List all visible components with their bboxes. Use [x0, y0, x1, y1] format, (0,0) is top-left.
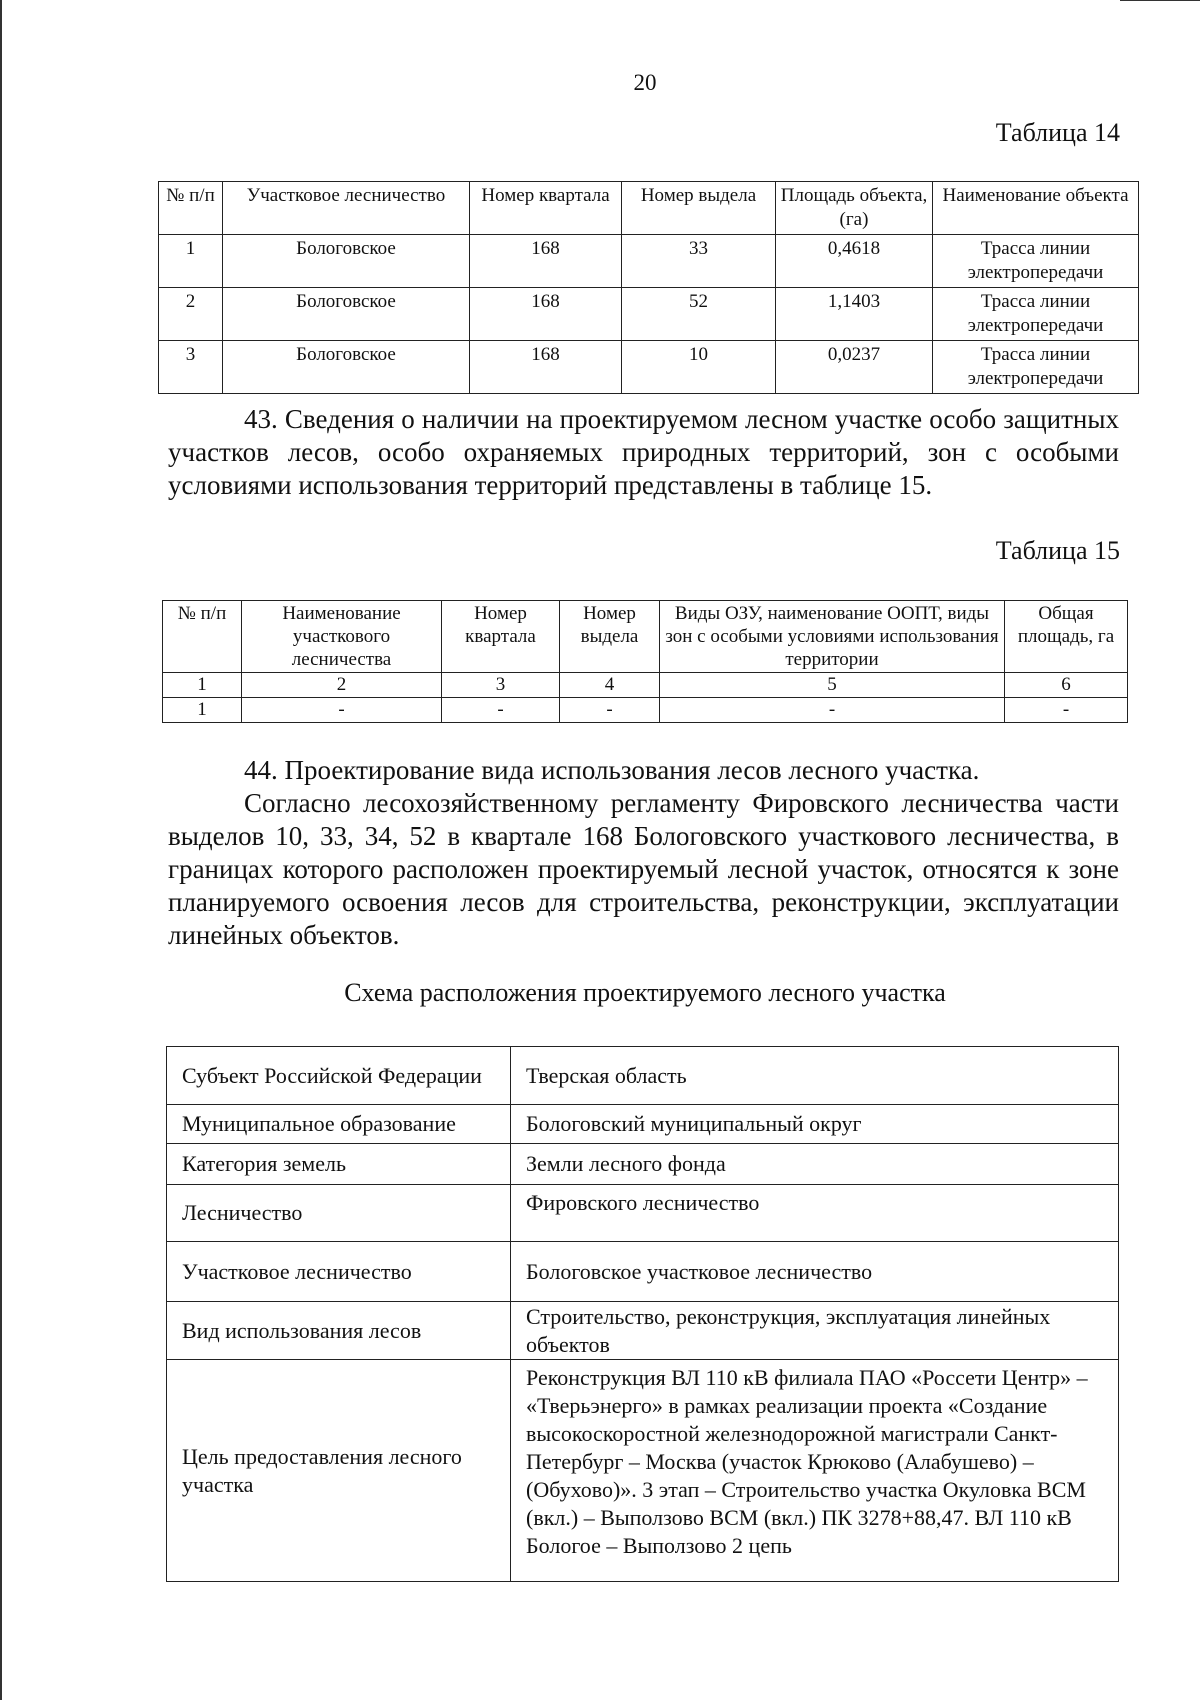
table-cell: 5 — [660, 673, 1005, 698]
table-cell: 10 — [622, 341, 776, 394]
header-cell: Номер квартала — [442, 601, 560, 673]
schema-row — [167, 1144, 1119, 1185]
table-cell: - — [560, 698, 660, 723]
schema-row — [167, 1047, 1119, 1105]
schema-key: Лесничество — [167, 1185, 511, 1242]
schema-key: Муниципальное образование — [167, 1105, 511, 1144]
table-cell: 1,1403 — [776, 288, 933, 341]
table-cell: 3 — [442, 673, 560, 698]
table-row — [159, 341, 1139, 394]
table-cell: Трасса линии электропередачи — [933, 288, 1139, 341]
schema-value: Бологовское участковое лесничество — [511, 1242, 1119, 1302]
schema-key: Вид использования лесов — [167, 1302, 511, 1360]
header-cell: Участковое лесничество — [223, 182, 470, 235]
table-cell: 4 — [560, 673, 660, 698]
schema-value: Тверская область — [511, 1047, 1119, 1105]
schema-key: Субъект Российской Федерации — [167, 1047, 511, 1105]
schema-value: Реконструкция ВЛ 110 кВ филиала ПАО «Россети Центр» – «Тверьэнерго» в рамках реализации проекта «Создание высокоскоростной железнодорожной магистрали Санкт-Петербург – Москва (участок Крюково (Алабушево) – (Обухово)». 3 этап – Строительство участка Окуловка ВСМ (вкл.) – Выползово ВСМ (вкл.) ПК 3278+88,47. ВЛ 110 кВ Бологое – Выползово 2 цепь — [511, 1360, 1119, 1582]
page-number: 20 — [633, 70, 657, 95]
header-cell: № п/п — [159, 182, 223, 235]
schema-value: Фировского лесничество — [511, 1185, 1119, 1242]
schema-key: Цель предоставления лесного участка — [167, 1360, 511, 1582]
table-cell: 1 — [163, 673, 242, 698]
paragraph-44-title-text: 44. Проектирование вида использования лесов лесного участка. — [244, 755, 980, 785]
header-cell: Площадь объекта, (га) — [776, 182, 933, 235]
table-cell: 2 — [159, 288, 223, 341]
table-cell: - — [1005, 698, 1128, 723]
schema-title: Схема расположения проектируемого лесного участка — [344, 978, 946, 1007]
paragraph-44-title — [168, 754, 1119, 787]
table-14-caption: Таблица 14 — [995, 118, 1120, 147]
paragraph-44-body — [168, 787, 1119, 952]
table-14 — [158, 181, 1139, 394]
table-cell: Бологовское — [223, 341, 470, 394]
schema-key: Категория земель — [167, 1144, 511, 1185]
table-15-caption: Таблица 15 — [995, 536, 1120, 565]
header-cell: Наименование участкового лесничества — [242, 601, 442, 673]
table-row — [163, 698, 1128, 723]
header-cell: Виды ОЗУ, наименование ООПТ, виды зон с особыми условиями использования территории — [660, 601, 1005, 673]
schema-value: Земли лесного фонда — [511, 1144, 1119, 1185]
table-15 — [162, 600, 1128, 723]
paragraph-44-body-text: Согласно лесохозяйственному регламенту Фировского лесничества части выделов 10, 33, 34, 52 в квартале 168 Бологовского участкового лесничества, в границах которого расположен проектируемый лесной участок, относятся к зоне планируемого освоения лесов для строительства, реконструкции, эксплуатации линейных объектов. — [168, 788, 1119, 950]
table-cell: Трасса линии электропередачи — [933, 235, 1139, 288]
schema-row — [167, 1360, 1119, 1582]
header-cell: Номер выдела — [560, 601, 660, 673]
table-cell: - — [242, 698, 442, 723]
table-cell: 168 — [470, 341, 622, 394]
table-cell: 1 — [163, 698, 242, 723]
schema-value: Бологовский муниципальный округ — [511, 1105, 1119, 1144]
schema-key: Участковое лесничество — [167, 1242, 511, 1302]
table-cell: Трасса линии электропередачи — [933, 341, 1139, 394]
scan-edge-top — [1120, 0, 1200, 1]
table-cell: 1 — [159, 235, 223, 288]
schema-row — [167, 1242, 1119, 1302]
table-cell: 6 — [1005, 673, 1128, 698]
table-cell: 168 — [470, 235, 622, 288]
table-cell: 3 — [159, 341, 223, 394]
paragraph-43 — [168, 403, 1119, 502]
table-cell: Бологовское — [223, 288, 470, 341]
table-cell: 168 — [470, 288, 622, 341]
header-cell: Номер выдела — [622, 182, 776, 235]
schema-row — [167, 1185, 1119, 1242]
table-cell: - — [442, 698, 560, 723]
table-header-row — [159, 182, 1139, 235]
scan-edge-left — [0, 0, 2, 1700]
table-cell: - — [660, 698, 1005, 723]
table-cell: 33 — [622, 235, 776, 288]
table-header-row — [163, 601, 1128, 673]
table-row — [159, 235, 1139, 288]
table-cell: 2 — [242, 673, 442, 698]
column-number-row — [163, 673, 1128, 698]
table-cell: 52 — [622, 288, 776, 341]
header-cell: Номер квартала — [470, 182, 622, 235]
table-cell: 0,0237 — [776, 341, 933, 394]
header-cell: Общая площадь, га — [1005, 601, 1128, 673]
table-cell: 0,4618 — [776, 235, 933, 288]
header-cell: № п/п — [163, 601, 242, 673]
paragraph-43-text: 43. Сведения о наличии на проектируемом лесном участке особо защитных участков лесов, особо охраняемых природных территорий, зон с особыми условиями использования территорий представлены в таблице 15. — [168, 404, 1119, 500]
schema-value: Строительство, реконструкция, эксплуатация линейных объектов — [511, 1302, 1119, 1360]
schema-row — [167, 1105, 1119, 1144]
schema-table — [166, 1046, 1119, 1582]
schema-row — [167, 1302, 1119, 1360]
header-cell: Наименование объекта — [933, 182, 1139, 235]
table-cell: Бологовское — [223, 235, 470, 288]
table-row — [159, 288, 1139, 341]
